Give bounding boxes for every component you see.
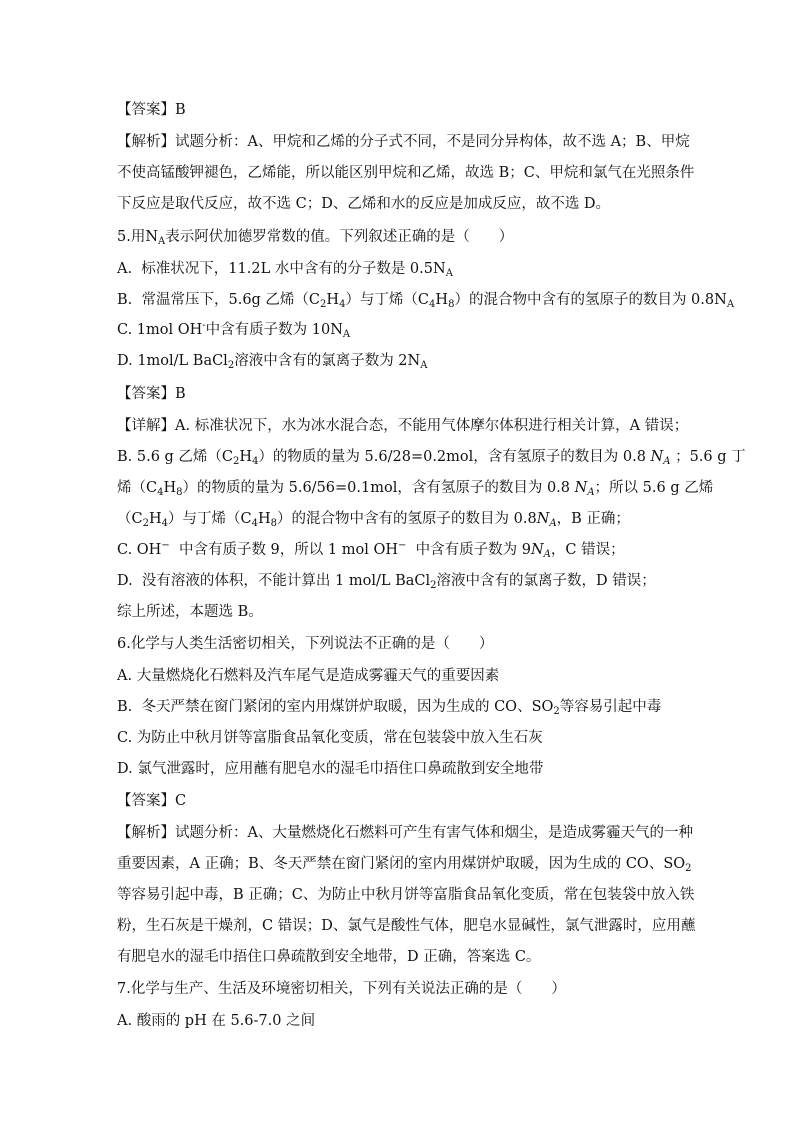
- detail-line: 【详解】A. 标准状况下，水为冰水混合态，不能用气体摩尔体积进行相关计算，A 错误；: [117, 418, 689, 434]
- detail-line: C. OH− 中含有质子数 9，所以 1 mol OH− 中含有质子数为 $9N_A$，C 错误；: [117, 540, 625, 560]
- analysis-line: 【解析】试题分析：A、甲烷和乙烯的分子式不同，不是同分异构体，故不选 A；B、甲烷: [117, 134, 690, 150]
- answer-label: 【答案】B: [117, 386, 186, 402]
- analysis-line: 不使高锰酸钾褪色，乙烯能，所以能区别甲烷和乙烯，故选 B；C、甲烷和氯气在光照条件: [117, 165, 695, 181]
- question-6-option-b: B. 冬天严禁在窗门紧闭的室内用煤饼炉取暖，因为生成的 CO、$SO_2$等容易引起中毒: [117, 699, 662, 717]
- question-5-stem: 5.用$N_A$表示阿伏加德罗常数的值。下列叙述正确的是（ ）: [117, 229, 514, 247]
- question-5-option-c: C. 1mol OH-中含有质子数为 $10N_A$: [117, 320, 351, 340]
- analysis-line: 【解析】试题分析：A、大量燃烧化石燃料可产生有害气体和烟尘，是造成雾霾天气的一种: [117, 825, 693, 841]
- answer-label: 【答案】C: [117, 793, 187, 809]
- question-7-option-a: A. 酸雨的 pH 在 5.6-7.0 之间: [117, 1013, 316, 1029]
- question-5-option-b: B. 常温常压下，5.6g 乙烯$(C_2H_4)$与丁烯$(C_4H_8)$的混合物中含有的氢原子的数目为 $0.8N_A$: [117, 292, 735, 310]
- analysis-line: 有肥皂水的湿毛巾捂住口鼻疏散到安全地带，D 正确，答案选 C。: [117, 949, 541, 965]
- analysis-line: 粉，生石灰是干燥剂，C 错误；D、氯气是酸性气体，肥皂水显碱性，氯气泄露时，应用蘸: [117, 918, 696, 934]
- detail-line: D. 没有溶液的体积，不能计算出 1 mol/L BaCl$_2$溶液中含有的氯离子数，D 错误；: [117, 573, 656, 591]
- question-5-option-a: A. 标准状况下，11.2L 水中含有的分子数是 $0.5N_A$: [117, 261, 453, 279]
- analysis-line: 重要因素，A 正确；B、冬天严禁在窗门紧闭的室内用煤饼炉取暖，因为生成的 CO、$SO_2$: [117, 856, 692, 874]
- detail-line: B. 5.6 g 乙烯$(C_2H_4)$的物质的量为 5.6/28=0.2mol，含有氢原子的数目为 0.8 $N_A$ ；5.6 g 丁: [117, 449, 746, 467]
- question-5-option-d: D. 1mol/L BaCl$_2$溶液中含有的氯离子数为 $2N_A$: [117, 353, 428, 371]
- question-6-option-a: A. 大量燃烧化石燃料及汽车尾气是造成雾霾天气的重要因素: [117, 668, 500, 684]
- question-7-stem: 7.化学与生产、生活及环境密切相关，下列有关说法正确的是（ ）: [117, 981, 566, 997]
- analysis-line: 下反应是取代反应，故不选 C；D、乙烯和水的反应是加成反应，故不选 D。: [117, 196, 611, 212]
- question-6-option-d: D. 氯气泄露时，应用蘸有肥皂水的湿毛巾捂住口鼻疏散到安全地带: [117, 761, 544, 777]
- detail-line: 综上所述，本题选 B。: [117, 604, 263, 620]
- detail-line: 烯$(C_4H_8)$的物质的量为 5.6/56=0.1mol，含有氢原子的数目为 0.8 $N_A$；所以 5.6 g 乙烯: [117, 480, 714, 498]
- analysis-line: 等容易引起中毒，B 正确；C、为防止中秋月饼等富脂食品氧化变质，常在包装袋中放入铁: [117, 887, 695, 903]
- question-6-option-c: C. 为防止中秋月饼等富脂食品氧化变质，常在包装袋中放入生石灰: [117, 730, 543, 746]
- answer-label: 【答案】B: [117, 102, 186, 118]
- detail-line: $(C_2H_4)$与丁烯$(C_4H_8)$的混合物中含有的氢原子的数目为 $0.8N_A$，B 正确；: [117, 511, 630, 529]
- question-6-stem: 6.化学与人类生活密切相关，下列说法不正确的是（ ）: [117, 636, 494, 652]
